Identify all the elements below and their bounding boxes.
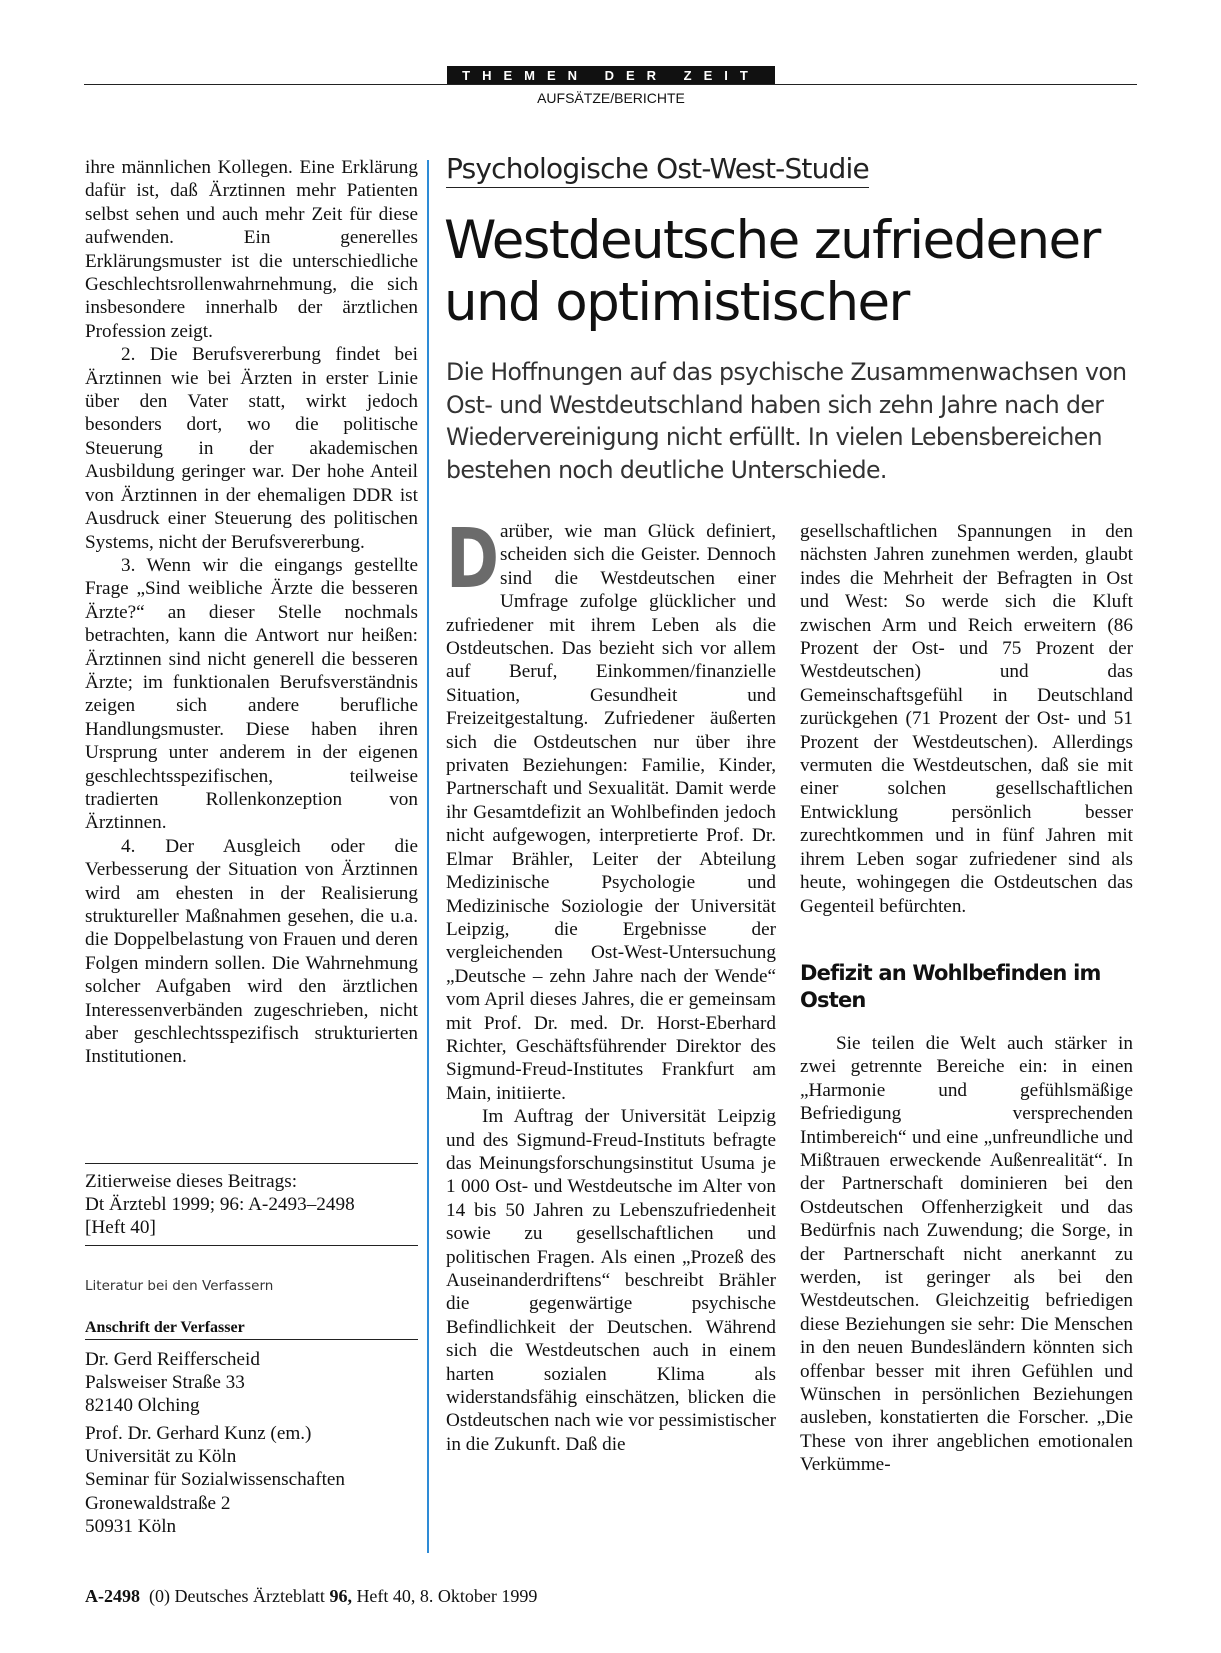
literature-note: Literatur bei den Verfassern — [85, 1278, 274, 1294]
article-paragraph — [446, 512, 776, 1105]
citation-box — [85, 1163, 418, 1239]
address-line: Universität zu Köln — [85, 1446, 237, 1468]
address-line: Palsweiser Straße 33 — [85, 1372, 245, 1394]
author-address — [85, 1348, 418, 1418]
article-subheading: Defizit an Wohlbefinden im Osten — [800, 960, 1101, 1012]
header-rule — [84, 84, 1137, 85]
page-number: A-2498 — [85, 1586, 140, 1606]
left-paragraph: 2. Die Berufsvererbung findet bei Ärztinnen wie bei Ärzten in erster Linie über den Vater statt, wirkt jedoch besonders dort, wo die politische Steuerung in der akademischen Ausbildung geringer war. Der hohe Anteil von Ärztinnen in der ehemaligen DDR ist Ausdruck einer Steuerung des politischen Systems, nicht der Berufsvererbung. — [85, 344, 418, 553]
citation-line: Zitierweise dieses Beitrags: — [85, 1171, 298, 1192]
right-column — [800, 520, 1133, 1477]
section-label: THEMEN DER ZEIT — [447, 66, 775, 85]
address-heading: Anschrift der Verfasser — [85, 1319, 418, 1340]
left-paragraph: ihre männlichen Kollegen. Eine Erklärung dafür ist, daß Ärztinnen mehr Patienten selbst sehen und auch mehr Zeit für diese aufwenden. Ein generelles Erklärungsmuster ist die unterschiedliche Geschlechtsrollenwahrnehmung, die sich insbesondere innerhalb der ärztlichen Profession zeigt. — [85, 157, 418, 342]
column-divider — [427, 160, 429, 1553]
left-paragraph: 3. Wenn wir die eingangs gestellte Frage „Sind weibliche Ärzte die besseren Ärzte?“ an dieser Stelle nochmals betrachten, kann die Antwort nur heißen: Ärztinnen sind nicht generell die besseren Ärzte; im funktionalen Berufsverständnis zeigen sich andere berufliche Handlungsmuster. Diese haben ihren Ursprung unter anderem in der eigenen geschlechtsspezifischen, teilweise tradierten Rollenkonzeption von Ärztinnen. — [85, 554, 418, 834]
article-paragraph: Im Auftrag der Universität Leipzig und des Sigmund-Freud-Instituts befragte das Meinungsforschungsinstitut Usuma je 1 000 Ost- und Westdeutsche im Alter von 14 bis 50 Jahren zu Lebenszufriedenheit sowie zu gesellschaftlichen und politischen Fragen. Als einen „Prozeß des Auseinanderdriftens“ beschreibt Brähler die gegenwärtige psychische Befindlichkeit der Deutschen. Während sich die Westdeutschen auch in einem harten sozialen Klima als widerstandsfähig einschätzen, blicken die Ostdeutschen nach wie vor pessimistischer in die Zukunft. Daß die — [446, 1106, 776, 1455]
article-lede: Die Hoffnungen auf das psychische Zusammenwachsen von Ost- und Westdeutschland haben sich zehn Jahre nach der Wiedervereinigung nicht erfüllt. In vielen Lebensbereichen bestehen noch deutliche Unterschiede. — [446, 358, 1127, 484]
drop-cap: D — [446, 512, 500, 607]
page-footer — [85, 1586, 537, 1607]
citation-line: [Heft 40] — [85, 1217, 156, 1238]
article-kicker: Psychologische Ost-West-Studie — [446, 152, 869, 188]
left-column — [85, 156, 418, 1069]
subsection-label: AUFSÄTZE/BERICHTE — [537, 90, 685, 106]
article-paragraph-text: arüber, wie man Glück definiert, scheiden sich die Geister. Dennoch sind die Westdeutschen einer Umfrage zufolge glücklicher und zufriedener mit ihrem Leben als die Ostdeutschen. Das bezieht sich vor allem auf Beruf, Einkommen/finanzielle Situation, Gesundheit und Freizeitgestaltung. Zufriedener äußerten sich die Ostdeutschen nur über ihre privaten Beziehungen: Familie, Kinder, Partnerschaft und Sexualität. Damit werde ihr Gesamtdefizit an Wohlbefinden jedoch nicht aufgewogen, interpretierte Prof. Dr. Elmar Brähler, Leiter der Abteilung Medizinische Psychologie und Medizinische Soziologie der Universität Leipzig, die Ergebnisse der vergleichenden Ost-West-Untersuchung „Deutsche – zehn Jahre nach der Wende“ vom April dieses Jahres, die er gemeinsam mit Prof. Dr. med. Dr. Horst-Eberhard Richter, Geschäftsführender Direktor des Sigmund-Freud-Institutes Frankfurt am Main, initiierte. — [446, 521, 776, 1104]
address-line: 82140 Olching — [85, 1395, 200, 1417]
address-line: Prof. Dr. Gerhard Kunz (em.) — [85, 1423, 312, 1444]
left-paragraph: 4. Der Ausgleich oder die Verbesserung der Situation von Ärztinnen wird am ehesten in der Realisierung struktureller Maßnahmen gesehen, die u.a. die Doppelbelastung von Frauen und deren Folgen mindern sollen. Die Wahrnehmung solcher Aufgaben wird den ärztlichen Interessenverbänden zugeschrieben, nicht aber geschlechtsspezifisch strukturierten Institutionen. — [85, 835, 418, 1068]
article-headline: Westdeutsche zufriedener und optimistischer — [444, 210, 1100, 333]
article-paragraph: gesellschaftlichen Spannungen in den nächsten Jahren zunehmen werden, glaubt indes die Mehrheit der Befragten in Ost und West: So werde sich die Kluft zwischen Arm und Reich erweitern (86 Prozent der Ost- und 75 Prozent der Westdeutschen) und das Gemeinschaftsgefühl in Deutschland zurückgehen (71 Prozent der Ost- und 51 Prozent der Westdeutschen). Allerdings vermuten die Westdeutschen, daß sie mit einer solchen gesellschaftlichen Entwicklung persönlich besser zurechtkommen und in fünf Jahren mit ihrem Leben sogar zufriedener sind als heute, wohingegen die Ostdeutschen das Gegenteil befürchten. — [800, 521, 1133, 917]
footer-issue: Heft 40, 8. Oktober 1999 — [356, 1586, 538, 1606]
address-line: Seminar für Sozialwissenschaften — [85, 1469, 346, 1491]
citation-line: Dt Ärztebl 1999; 96: A-2493–2498 — [85, 1194, 355, 1215]
article-paragraph: Sie teilen die Welt auch stärker in zwei getrennte Bereiche ein: in einen „Harmonie und gefühlsmäßige Befriedigung versprechenden Intimbereich“ und eine „unfreundliche und Mißtrauen erweckende Außenrealität“. In der Partnerschaft dominieren bei den Ostdeutschen Offenherzigkeit und das Bedürfnis nach Zuwendung; die Sorge, in der Partnerschaft nicht anerkannt zu werden, ist geringer als bei den Westdeutschen. Gleichzeitig befriedigen diese Beziehungen sie sehr: Die Menschen in den neuen Bundesländern könnten sich offenbar besser mit ihren Gefühlen und Wünschen in persönlichen Beziehungen ausleben, konstatierten die Forscher. „Die These von ihrer angeblichen emotionalen Verkümme- — [800, 1032, 1133, 1476]
address-line: 50931 Köln — [85, 1515, 177, 1537]
middle-column — [446, 512, 776, 1456]
address-line: Gronewaldstraße 2 — [85, 1492, 231, 1514]
footer-volume: 96, — [329, 1586, 352, 1606]
footer-journal: (0) Deutsches Ärzteblatt — [149, 1586, 325, 1606]
author-address — [85, 1422, 418, 1538]
address-line: Dr. Gerd Reifferscheid — [85, 1349, 260, 1370]
citation-rule — [85, 1245, 418, 1246]
